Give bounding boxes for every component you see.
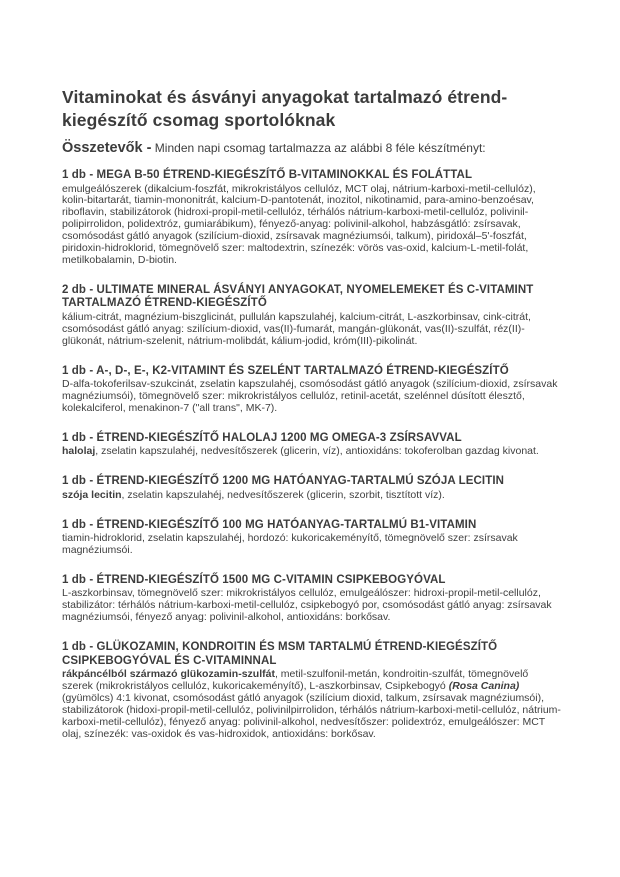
ingredient-section (62, 432, 561, 458)
section-body (62, 184, 561, 267)
ingredient-section (62, 641, 561, 740)
sections-container (62, 169, 561, 741)
section-heading: 1 db - ÉTREND-KIEGÉSZÍTŐ 1500 MG C-VITAMIN CSIPKEBOGYÓVAL (62, 573, 446, 586)
ingredient-section (62, 169, 561, 267)
body-segment: D-alfa-tokoferilsav-szukcinát, zselatin kapszulahéj, csomósodást gátló anyagok (szilícium-dioxid, zsírsavak magnéziumsói), tömegnövelő szer: mikrokristályos cellulóz, retinil-acetát, szelénnel dúsított élesztő, kolekalciferol, menakinon-7 ("all trans", MK-7). (62, 378, 558, 414)
body-segment: , metil-szulfonil-metán, kondroitin-szulfát, tömegnövelő szerek (mikrokristályos cellulóz, kukoricakeményítő), L-aszkorbinsav, Csipkebogyó (62, 668, 529, 693)
body-segment: rákpáncélból származó glükozamin-szulfát (62, 668, 275, 681)
body-segment: szója lecitin (62, 488, 122, 501)
section-heading: 1 db - A-, D-, E-, K2-VITAMINT ÉS SZELÉNT TARTALMAZÓ ÉTREND-KIEGÉSZÍTŐ (62, 364, 509, 377)
section-body (62, 669, 561, 740)
body-segment: L-aszkorbinsav, tömegnövelő szer: mikrokristályos cellulóz, emulgeálószer: hidroxi-propil-metil-cellulóz, stabilizátor: térhálós nátrium-karboxi-metil-cellulóz, csipkebogyó por, csomósodást gátló anyag: zsírsavak magnéziumsói, fényező anyag: polivinil-alkohol, antioxidáns: borkősav. (62, 587, 552, 624)
section-heading: 2 db - ULTIMATE MINERAL ÁSVÁNYI ANYAGOKAT, NYOMELEMEKET ÉS C-VITAMINT TARTALMAZÓ ÉTREND-KIEGÉSZÍTŐ (62, 283, 534, 310)
intro-text: Minden napi csomag tartalmazza az alábbi 8 féle készítményt: (151, 141, 486, 155)
section-heading: 1 db - ÉTREND-KIEGÉSZÍTŐ 100 MG HATÓANYAG-TARTALMÚ B1-VITAMIN (62, 518, 477, 531)
body-segment: halolaj (62, 445, 96, 458)
document-page (62, 86, 561, 741)
section-heading: 1 db - MEGA B-50 ÉTREND-KIEGÉSZÍTŐ B-VITAMINOKKAL ÉS FOLÁTTAL (62, 169, 473, 181)
intro-line (62, 140, 561, 156)
body-segment: , zselatin kapszulahéj, nedvesítőszerek (glicerin, szorbit, tisztított víz). (121, 488, 445, 501)
body-segment: emulgeálószerek (dikalcium-foszfát, mikrokristályos cellulóz, MCT olaj, nátrium-karboxi-metil-cellulóz), kolin-bitartarát, tiamin-mononitrát, kalcium-D-pantotenát, inozitol, nikotinamid, para-amino-benzoésav, riboflavin, stabilizátorok (hidroxi-propil-metil-cellulóz, térhálós nátrium-karboxi-metil-cellulóz, polivinil-polipirrolidon, polidextróz, gumiarábikum), fényező-anyag: polivinil-alkohol, habzásgátló: zsírsavak, csomósodást gátló anyagok (szilícium-dioxid, zsírsavak magnéziumsói, talkum), piridoxál–5'-foszfát, piridoxin-hidroklorid, tömegnövelő szer: maltodextrin, színezék: vörös vas-oxid, kalcium-L-metil-folát, metilkobalamin, D-biotin. (62, 182, 536, 266)
ingredient-section (62, 365, 561, 415)
body-segment: kálium-citrát, magnézium-biszglicinát, pullulán kapszulahéj, kalcium-citrát, L-aszkorbinsav, cink-citrát, csomósodást gátló anyag: szilícium-dioxid, vas(II)-fumarát, mangán-glükonát, vas(II)-szulfát, réz(II)-glükonát, nátrium-szelenit, nátrium-molibdát, kálium-jodid, króm(III)-pikolinát. (62, 310, 531, 347)
ingredient-section (62, 574, 561, 624)
body-segment: (Rosa Canina) (448, 680, 520, 693)
section-body (62, 490, 561, 502)
body-segment: , zselatin kapszulahéj, nedvesítőszerek (glicerin, víz), antioxidáns: tokoferolban gazdag kivonat. (95, 445, 539, 458)
page-title: Vitaminokat és ásványi anyagokat tartalmazó étrend-kiegészítő csomag sportolóknak (62, 87, 508, 130)
section-body (62, 588, 561, 624)
ingredient-section (62, 284, 561, 348)
intro-label: Összetevők - (62, 140, 152, 156)
ingredient-section (62, 519, 561, 557)
ingredient-section (62, 475, 561, 501)
section-body (62, 446, 561, 458)
body-segment: tiamin-hidroklorid, zselatin kapszulahéj, hordozó: kukoricakeményítő, tömegnövelő szer: zsírsavak magnéziumsói. (62, 532, 518, 556)
section-heading: 1 db - GLÜKOZAMIN, KONDROITIN ÉS MSM TARTALMÚ ÉTREND-KIEGÉSZÍTŐ CSIPKEBOGYÓVAL ÉS C-VITAMINNAL (62, 641, 498, 667)
section-body (62, 312, 561, 348)
section-heading: 1 db - ÉTREND-KIEGÉSZÍTŐ 1200 MG HATÓANYAG-TARTALMÚ SZÓJA LECITIN (62, 475, 505, 488)
section-body (62, 533, 561, 557)
section-body (62, 379, 561, 415)
body-segment: (gyümölcs) 4:1 kivonat, csomósodást gátló anyagok (szilícium dioxid, talkum, zsírsavak magnéziumsói), stabilizátorok (hidoxi-propil-metil-cellulóz, polivinilpirrolidon, térhálós nátrium-karboxi-metil-cellulóz, nátrium-karboxi-metil-cellulóz), fényező anyag: polivinil-alkohol, nedvesítőszer: polidextróz, emulgeálószer: MCT olaj, színezék: vas-oxidok és vas-hidroxidok, antioxidáns: borkősav. (62, 691, 561, 740)
section-heading: 1 db - ÉTREND-KIEGÉSZÍTŐ HALOLAJ 1200 MG OMEGA-3 ZSÍRSAVVAL (62, 431, 462, 444)
